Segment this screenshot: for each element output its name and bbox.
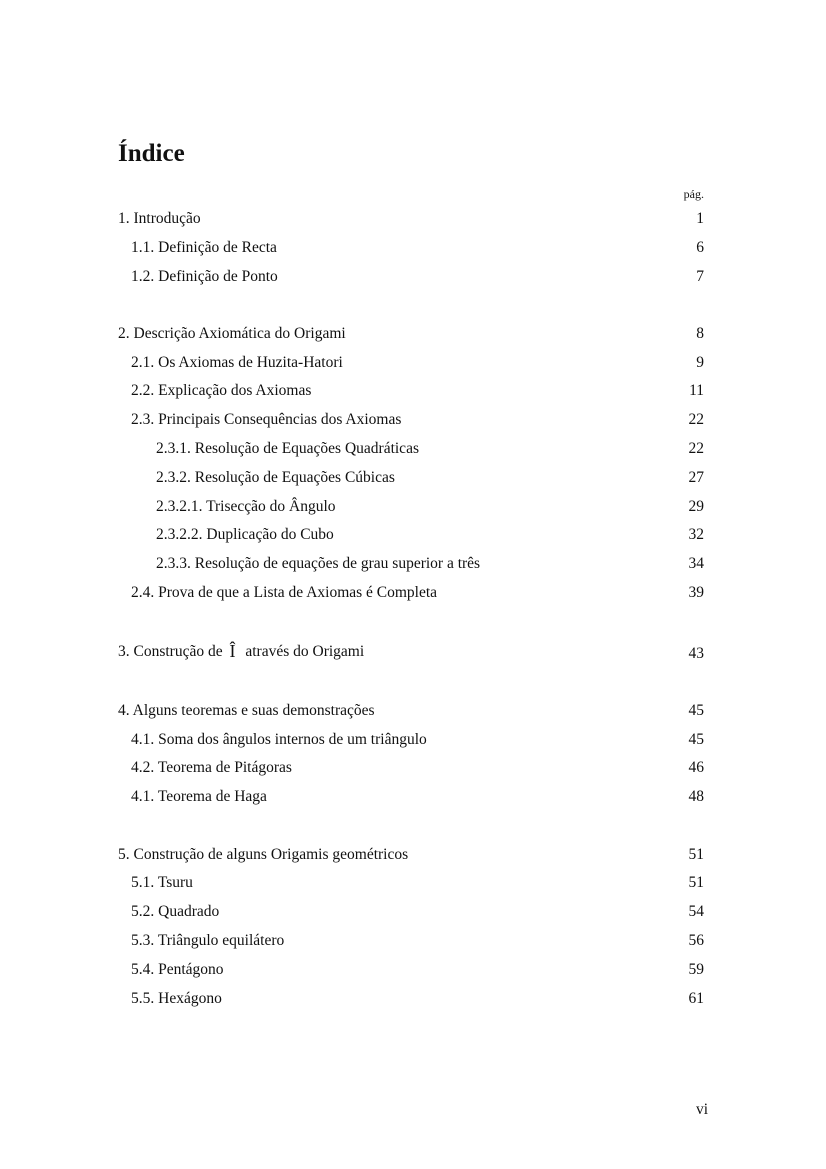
- pi-symbol-glyph: Î: [229, 641, 236, 661]
- toc-entry-page: 39: [688, 584, 704, 601]
- toc-entry-page: 29: [688, 498, 704, 515]
- toc-entry-title: 4. Alguns teoremas e suas demonstrações: [118, 702, 375, 719]
- toc-entry-title-after: através do Origami: [245, 643, 365, 660]
- toc-entry-section: [118, 958, 704, 982]
- toc-entry-subsection: [118, 495, 704, 519]
- toc-entry-title: 2.3.2.2. Duplicação do Cubo: [156, 526, 334, 543]
- toc-entry-page: 11: [689, 382, 704, 399]
- page-column-label: pág.: [683, 187, 704, 201]
- toc-entry-section: [118, 408, 704, 432]
- toc-entry-title: 4.1. Teorema de Haga: [131, 788, 267, 805]
- toc-entry-section: [118, 987, 704, 1011]
- toc-entry-page: 45: [688, 702, 704, 719]
- toc-entry-section: [118, 236, 704, 260]
- toc-entry-title: 2. Descrição Axiomática do Origami: [118, 325, 346, 342]
- toc-entry-page: 43: [688, 645, 704, 662]
- page-number: vi: [695, 1101, 708, 1118]
- toc-entry-section: [118, 785, 704, 809]
- toc-entry-page: 6: [696, 239, 704, 256]
- toc-entry-section: [118, 581, 704, 605]
- toc-entry-title: 2.1. Os Axiomas de Huzita-Hatori: [131, 354, 343, 371]
- toc-entry-section: [118, 728, 704, 752]
- toc-entry-page: 1: [696, 210, 704, 227]
- toc-entry-page: 48: [688, 788, 704, 805]
- toc-entry-title: 5.5. Hexágono: [131, 990, 222, 1007]
- toc-entry-title: 2.3.1. Resolução de Equações Quadráticas: [156, 440, 419, 457]
- toc-entry-subsection: [118, 523, 704, 547]
- toc-entry-page: 7: [696, 268, 704, 285]
- toc-entry-section: [118, 871, 704, 895]
- toc-entry-title: 2.3.3. Resolução de equações de grau superior a três: [156, 555, 481, 572]
- toc-entry-page: 51: [688, 846, 704, 863]
- toc-entry-section: [118, 929, 704, 953]
- toc-entry-page: 22: [688, 440, 704, 457]
- toc-entry-title: 4.2. Teorema de Pitágoras: [131, 759, 292, 776]
- toc-entry-section: [118, 379, 704, 403]
- toc-entry-chapter: [118, 699, 704, 723]
- toc-entry-title: 2.3.2.1. Trisecção do Ângulo: [156, 498, 336, 515]
- toc-entry-chapter: [118, 843, 704, 867]
- toc-entry-page: 9: [696, 354, 704, 371]
- toc-entry-page: 56: [688, 932, 704, 949]
- toc-entry-title: 5.3. Triângulo equilátero: [131, 932, 285, 949]
- toc-entry-title: 2.2. Explicação dos Axiomas: [131, 382, 312, 399]
- toc-entry-title: 5. Construção de alguns Origamis geométricos: [118, 846, 409, 863]
- toc-entry-chapter: [118, 207, 704, 231]
- toc-entry-section: [118, 351, 704, 375]
- toc-entry-title: 5.1. Tsuru: [131, 874, 193, 891]
- toc-entry-title: 4.1. Soma dos ângulos internos de um triângulo: [131, 731, 427, 748]
- toc-entry-page: 59: [688, 961, 704, 978]
- toc-entry-page: 8: [696, 325, 704, 342]
- toc-entry-section: [118, 265, 704, 289]
- toc-entry-subsection: [118, 466, 704, 490]
- page-title: Índice: [118, 140, 185, 167]
- toc-entry-page: 34: [688, 555, 704, 572]
- toc-entry-section: [118, 900, 704, 924]
- toc-entry-page: 22: [688, 411, 704, 428]
- toc-entry-title: 5.4. Pentágono: [131, 961, 224, 978]
- toc-entry-title: 1.2. Definição de Ponto: [131, 268, 278, 285]
- toc-entry-page: 27: [688, 469, 704, 486]
- toc-entry-title: [118, 640, 364, 664]
- toc-entry-page: 54: [688, 903, 704, 920]
- toc-entry-title: 2.3.2. Resolução de Equações Cúbicas: [156, 469, 395, 486]
- toc-entry-title: 5.2. Quadrado: [131, 903, 220, 920]
- toc-entry-title: 2.4. Prova de que a Lista de Axiomas é Completa: [131, 584, 438, 601]
- toc-entry-subsection: [118, 552, 704, 576]
- toc-entry-title: 1. Introdução: [118, 210, 201, 227]
- toc-entry-title: 1.1. Definição de Recta: [131, 239, 277, 256]
- toc-entry-subsection: [118, 437, 704, 461]
- toc-entry-page: 51: [688, 874, 704, 891]
- toc-entry-title-before: 3. Construção de: [118, 643, 223, 660]
- toc-entry-page: 46: [688, 759, 704, 776]
- toc-entry-page: 32: [688, 526, 704, 543]
- toc-entry-section: [118, 756, 704, 780]
- toc-entry-chapter: [118, 322, 704, 346]
- toc-entry-chapter: [118, 640, 704, 664]
- toc-entry-page: 45: [688, 731, 704, 748]
- toc-entry-page: 61: [688, 990, 704, 1007]
- toc-entry-title: 2.3. Principais Consequências dos Axiomas: [131, 411, 402, 428]
